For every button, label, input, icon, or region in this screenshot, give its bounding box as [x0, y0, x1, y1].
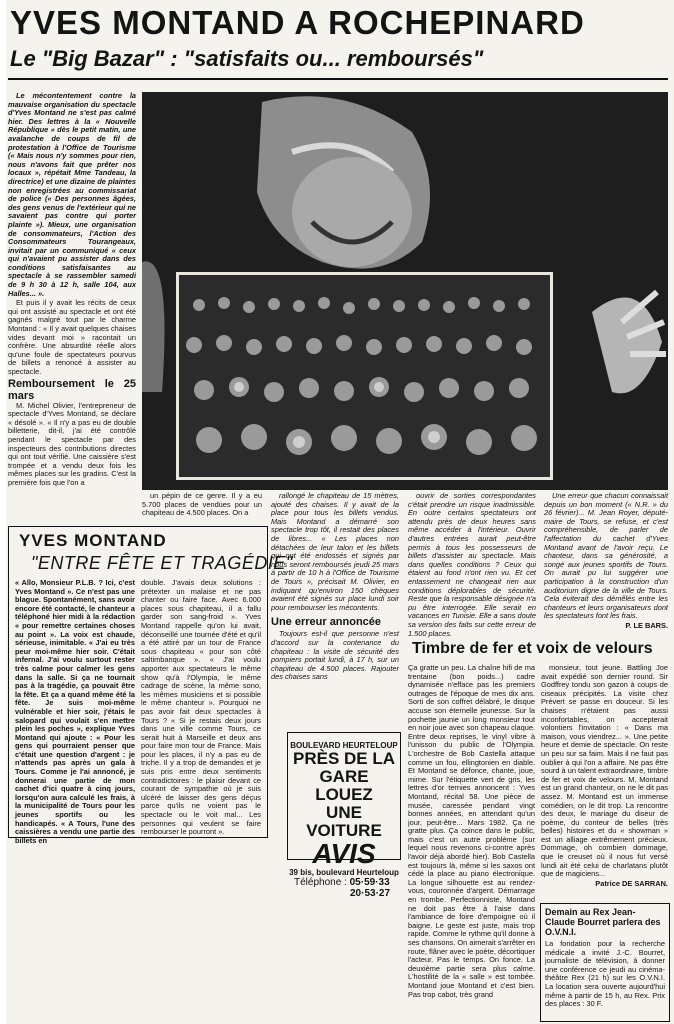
advert-phone	[288, 877, 400, 899]
timbre-title: Timbre de fer et voix de velours	[412, 640, 653, 657]
article-intro: Le mécontentement contre la mauvaise organisation du spectacle d'Yves Montand ne s'est pas calmé hier. Des lettres à la « Nouvelle République » dès le petit matin, une avalanche de coups de fil de protestation à l'Office de Tourisme (« Mais nous n'y sommes pour rien, nous n'avons fait que prêter nos locaux », répétait Mme Tandeau, la directrice) et une dizaine de plaintes non enregistrées au commissariat de police (« Des personnes âgées, des gens venus de l'extérieur qui ne savaient pas contre qui porter plainte »). Mieux, une organisation de consommateurs, l'Action des Consommateurs Tourangeaux, invitait par un communiqué « ceux qui n'avaient pu assister dans des conditions satisfaisantes au spectacle à se rassembler samedi de 9 h 30 à 12 h, salle 104, aux Halles... ».	[8, 91, 136, 298]
rex-title: Demain au Rex Jean-Claude Bourret parlera des O.V.N.I.	[545, 907, 661, 937]
timbre-column-1: Ça gratte un peu. La chaîne hifi de ma trentaine (bon poids...) cadre dynamisée n'efface pas les premiers outrages de l'époque de mes dix ans. Sorti de son coffret délabré, le disque accuse son éternelle jeunesse. Sur la pochette jaunie un long monsieur tout en noir joue avec son chapeau claque. Entre deux reprises, le vinyl vibre à l'unisson du public de l'Olympia. L'orchestre de Bob Castella attaque comme un fou, ellingtonien en diable. Et Montand se défonce, chante, joue, mime. Sur l'étiquette vert de gris, les lettres d'or ternies annoncent : Yves Montand, récital 58. Une pièce de musée, caressée pendant vingt bonnes années, en attendant qu'un jour, peut-être... Mars 1982. Ça ne gratte plus. Ça coince dans le public, mais c'est un autre problème (sur lequel nous revenons ci-contre après l'avoir déjà abordé hier). Bob Castella est toujours là, même si les saxos ont cédé la place au piano électronique. La longue silhouette est au rendez-vous, couronnée d'argent. Démarrage en trombe. Perfectionniste, Montand ne doit pas être à l'aise dans l'ambiance de foire d'empoigne où il baigne. Le geste est juste, mais trop rapide. Comme le rythme qu'il donne à ses chansons. On aimerait s'arrêter en route, flâner avec le poète, décortiquer l'acteur. Pas le temps. On fonce. La deuxième partie sera plus calme. L'hostilité de la « salle » est tombée. Montand joue Montand et c'est bien. Pas trop cabot, très grand	[408, 663, 535, 999]
article-paragraph: rallongé le chapiteau de 15 mètres, ajouté des chaises. Il y avait de la place pour tous les billets vendus. Mais Montand a démarré son spectacle trop tôt, il restait des places de libres... « Les places non détachées de leur talon et les billets qui ont été endossés et signés par nous seront remboursés jeudi 25 mars à partir de 10 h à l'Office de Tourisme de Tours », précisait M. Olivier, en indiquant qu'environ 150 chèques avaient été signés sur place lundi soir pour rembourser les mécontents.	[271, 491, 399, 612]
advert-phone-number: 20·53·27	[350, 888, 391, 899]
article-column-4	[408, 491, 536, 638]
interview-column-2: double. J'avais deux solutions : prétexter un malaise et ne pas chanter ou faire face. Avec 6.000 places sous chapiteau, il a fallu garder son sang-froid ». Yves Montand rappelle qu'on lui avait, déconseillé une tournée d'été et qu'il a été attiré par un tour de France sous chapiteau « pour son côté saltimbanque ». « J'ai voulu apporter aux spectateurs le même show qu'à l'Olympia, le même cadrage de scène, la même sono, les mêmes musiciens et si possible le même chanteur ». Pourquoi ne pas avoir fait deux spectacles à Tours ? « Si je restais deux jours dans une ville comme Tours, ce serait huit à Marseille et deux ans pour faire mon tour de France. Mais pour les places, il n'y a pas eu de triche. Il y a trop de demandes et je suis pris entre deux sentiments contradictoires : le plaisir devant ce courant de sympathie où je suis ulcéré de laisser des gens déçus parce qu'ils ne voient pas le spectacle ou le voit mal... Les personnes qui veulent se faire rembourser le pourront ».	[141, 578, 261, 837]
concert-photo	[142, 92, 668, 490]
article-paragraph: Et puis il y avait les récits de ceux qui ont assisté au spectacle et ont été gagnés malgré tout par le charme Montand : « Il y avait quelques chaises vides devant moi » racontait un confrère. Une absurdité réelle alors qu'une foule de spectateurs pourvus de billets a renoncé à assister au spectacle.	[8, 298, 136, 376]
interview-box	[8, 526, 293, 845]
article-paragraph: Une erreur que chacun connaissait depuis un bon moment (« N.R. » du 26 février)... M. Jean Royer, député-maire de Tours, se refuse, et c'est compréhensible, de parler de l'affectation du cachet d'Yves Montand avant de l'avoir reçu. Le chanteur, dans sa générosité, a songé aux jeunes sportifs de Tours. On aurait pu lui suggérer une participation à la construction d'un auditorium digne de la ville de Tours. Cela éviterait des démêlés entre les chanteurs et leurs organisateurs dont les spectateurs font les frais.	[544, 491, 668, 621]
article-subheading: Remboursement le 25 mars	[8, 377, 136, 402]
avis-advert	[287, 732, 401, 899]
article-paragraph: Toujours est-il que personne n'est d'accord sur la contenance du chapiteau : la visite de sécurité des pompiers portait lundi, à 17 h, sur un chapiteau de 4.500 places. Rajouter des chaises sans	[271, 629, 399, 682]
advert-phone-label: Téléphone :	[294, 877, 347, 888]
timbre-signature: Patrice DE SARRAN.	[595, 878, 668, 888]
timbre-column-2	[541, 664, 668, 886]
audience-photo	[176, 272, 553, 480]
rex-body: La fondation pour la recherche médicale a invité J.-C. Bourret, journaliste de télévision, à donner une conférence ce jeudi au cinéma-théâtre Rex (21 h) sur les O.V.N.I. La location sera ouverte aujourd'hui même à partir de 15 h, au Rex. Prix des places : 30 F.	[545, 939, 665, 1009]
page-margin	[0, 0, 6, 1024]
interview-column-1: « Allo, Monsieur P.L.B. ? Ici, c'est Yves Montand ». Ce n'est pas une blague. Spontanément, sans avoir encore été contacté, le chanteur a téléphoné hier midi à la rédaction « pour remettre certaines choses au point ». La voix est chaude, sérieuse, inimitable. « J'ai eu très peur moi-même hier soir. C'était infernal. J'ai voulu surtout rester très calme pour calmer les gens dans la salle. Si ça ne tournait pas à la tragédie, ça pouvait être la fête. Et ça a quand même été la fête. Je suis moi-même vulnérable et hier soir, j'étais le salopard qui voulait s'en mettre plein les poches », explique Yves Montand qui ajoute : « Pour les gens qui pourraient penser que c'était une question d'argent : je n'attends pas après un gala à Tours. Comme je l'ai annoncé, je donnerai une partie de mon cachet d'ici quatre à cinq jours, lorsqu'on aura calculé les frais, à la municipalité de Tours pour les jeunes sportifs ou les handicapés. « A Tours, l'une des caissières a vendu une partie des billets en	[15, 578, 135, 845]
advert-street: BOULEVARD HEURTELOUP	[290, 741, 398, 750]
headline-rule	[8, 78, 668, 80]
advert-line: LOUEZ	[315, 785, 373, 804]
article-column-3	[271, 492, 399, 728]
article-column-1	[8, 92, 136, 522]
advert-brand: AVIS	[312, 838, 376, 869]
article-signature: P. LE BARS.	[625, 620, 668, 630]
advert-line: PRÈS DE LA GARE	[292, 749, 396, 786]
article-paragraph: ouvrir de sorties correspondantes c'était prendre un risque inadmissible. En outre certains spectateurs ont attendu près de deux heures sans même accéder à l'intérieur. Ouvrir d'autres entrées aurait peut-être permis à tous les possesseurs de billets d'assister au spectacle. Mais dans quelles conditions ? Ceux qui étaient au fond n'ont rien vu. Et cet entassement ne changeait rien aux conditions déplorables de sécurité. Reste que la responsable désignée n'a pu être interrogée. Elle serait en vacances en Tunisie. Elle a sans doute sa version des faits sur cette erreur de 1.500 places.	[408, 491, 536, 638]
advert-line: UNE VOITURE	[306, 803, 382, 840]
rex-box	[540, 903, 670, 1022]
article-column-5	[544, 491, 668, 630]
article-column-2	[142, 492, 262, 526]
advert-address: 39 bis, boulevard Heurteloup	[289, 868, 399, 877]
interview-subtitle: "ENTRE FÊTE ET TRAGÉDIE"	[31, 553, 293, 573]
article-paragraph: monsieur, tout jeune. Battling Joe avait expédié son dernier round. Sir Godffrey tondu son gazon à coups de ciseaux précipités. La visite chez Prévert se passe en douceur. Si les chaises n'étaient pas aussi inconfortables, on accepterait volontiers l'invitation : « Dans ma maison, vous viendrez... ». Une petite heure et demie de spectacle. On reste un peu sur sa faim. Mais il ne faut pas oublier à qui l'on a affaire. Ne pas être sourd à un talent extraordinaire, timbre de fer et voix de velours. M. Montand est un grand chanteur, on ne le dit pas assez. M. Montand est un immense comédien, on le dit trop. La rencontre des deux, le mariage du diseur de poème, du conteur de belles (très belles) histoires et du « showman » est un alliage extrêmement précieux. Dommage, oh combien dommage, que le creuset où il nous fut versé lundi ait été celui de charlatans plutôt que de magiciens...	[541, 663, 668, 879]
article-paragraph: M. Michel Olivier, l'entrepreneur de spectacle d'Yves Montand, se déclare « désolé ». « Il n'y a pas eu de double billetterie, dit-il, j'ai été contrôlé pendant le spectacle par des inspecteurs des contributions directes qui ont tout vérifié. Une caissière s'est trompée et a vendu deux fois les mêmes places sur les gradins. C'est la première fois que l'on a	[8, 400, 136, 487]
advert-phone-number: 05·59·33	[349, 877, 390, 888]
article-paragraph: un pépin de ce genre. Il y a eu 5.700 places de vendues pour un chapiteau de 4.500 places. On a	[142, 491, 262, 518]
headline: YVES MONTAND A ROCHEPINARD	[10, 4, 585, 41]
article-subheading: Une erreur annoncée	[271, 616, 382, 629]
subheadline: Le "Big Bazar" : "satisfaits ou... remboursés"	[10, 46, 484, 71]
interview-title: YVES MONTAND	[19, 531, 167, 550]
crowd-image	[179, 275, 550, 477]
